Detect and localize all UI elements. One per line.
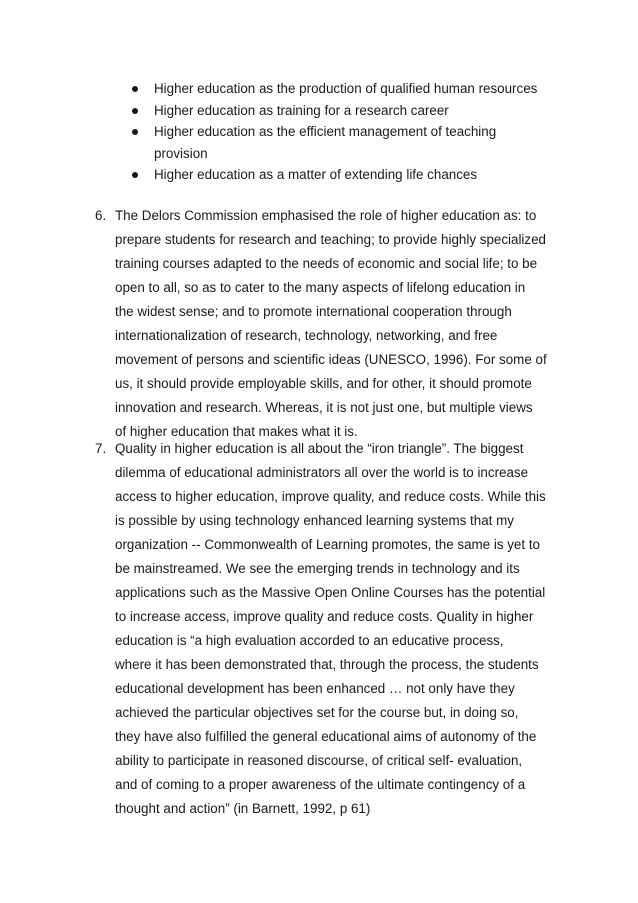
paragraph-line: open to all, so as to cater to the many aspects of lifelong education in — [115, 280, 526, 295]
paragraph-line: education is “a high evaluation accorded to an educative process, — [115, 633, 504, 648]
paragraph-number: 7. — [95, 441, 107, 456]
paragraph-body — [115, 437, 575, 821]
paragraph-line: us, it should provide employable skills, and for other, it should promote — [115, 376, 532, 391]
bullet-item — [131, 78, 571, 100]
paragraph-line: ability to participate in reasoned discourse, of critical self- evaluation, — [115, 753, 523, 768]
paragraph-line: The Delors Commission emphasised the role of higher education as: to — [115, 208, 537, 223]
bullet-item — [131, 100, 571, 122]
paragraph-line: prepare students for research and teaching; to provide highly specialized — [115, 232, 546, 247]
paragraph-line: they have also fulfilled the general educational aims of autonomy of the — [115, 729, 537, 744]
paragraph-line: to increase access, improve quality and reduce costs. Quality in higher — [115, 609, 534, 624]
paragraph-line: is possible by using technology enhanced learning systems that my — [115, 513, 514, 528]
bullet-text: provision — [154, 145, 208, 161]
numbered-paragraph-6 — [95, 204, 575, 444]
bullet-text: Higher education as the efficient management of teaching — [154, 124, 497, 140]
bullet-text: Higher education as training for a research career — [154, 102, 449, 118]
paragraph-line: and of coming to a proper awareness of the ultimate contingency of a — [115, 777, 526, 792]
bullet-text: Higher education as a matter of extending life chances — [154, 167, 478, 183]
paragraph-line: movement of persons and scientific ideas (UNESCO, 1996). For some of — [115, 352, 547, 367]
paragraph-line: access to higher education, improve quality, and reduce costs. While this — [115, 489, 546, 504]
bullet-text: Higher education as the production of qualified human resources — [154, 81, 538, 96]
paragraph-line: dilemma of educational administrators all over the world is to increase — [115, 465, 529, 480]
bullet-dot-icon — [132, 129, 138, 135]
paragraph-line: be mainstreamed. We see the emerging trends in technology and its — [115, 561, 520, 576]
paragraph-line: achieved the particular objectives set for the course but, in doing so, — [115, 705, 519, 720]
paragraph-line: thought and action” (in Barnett, 1992, p 61) — [115, 801, 371, 816]
bullet-dot-icon — [132, 108, 138, 114]
bullet-item — [131, 121, 571, 164]
paragraph-line: educational development has been enhanced … not only have they — [115, 681, 515, 696]
bullet-dot-icon — [132, 172, 138, 178]
paragraph-line: innovation and research. Whereas, it is not just one, but multiple views — [115, 400, 533, 415]
paragraph-line: organization -- Commonwealth of Learning promotes, the same is yet to — [115, 537, 540, 552]
paragraph-line: applications such as the Massive Open Online Courses has the potential — [115, 585, 546, 600]
paragraph-line: where it has been demonstrated that, through the process, the students — [115, 657, 539, 672]
paragraph-line: the widest sense; and to promote international cooperation through — [115, 304, 512, 319]
paragraph-line: Quality in higher education is all about the “iron triangle”. The biggest — [115, 441, 524, 456]
bullet-list — [131, 78, 571, 186]
bullet-item — [131, 164, 571, 186]
bullet-dot-icon — [132, 86, 138, 92]
numbered-paragraph-7 — [95, 437, 575, 821]
paragraph-line: training courses adapted to the needs of economic and social life; to be — [115, 256, 538, 271]
paragraph-line: of higher education that makes what it is. — [115, 424, 358, 439]
paragraph-number: 6. — [95, 208, 107, 223]
paragraph-body — [115, 204, 575, 444]
paragraph-line: internationalization of research, technology, networking, and free — [115, 328, 498, 343]
